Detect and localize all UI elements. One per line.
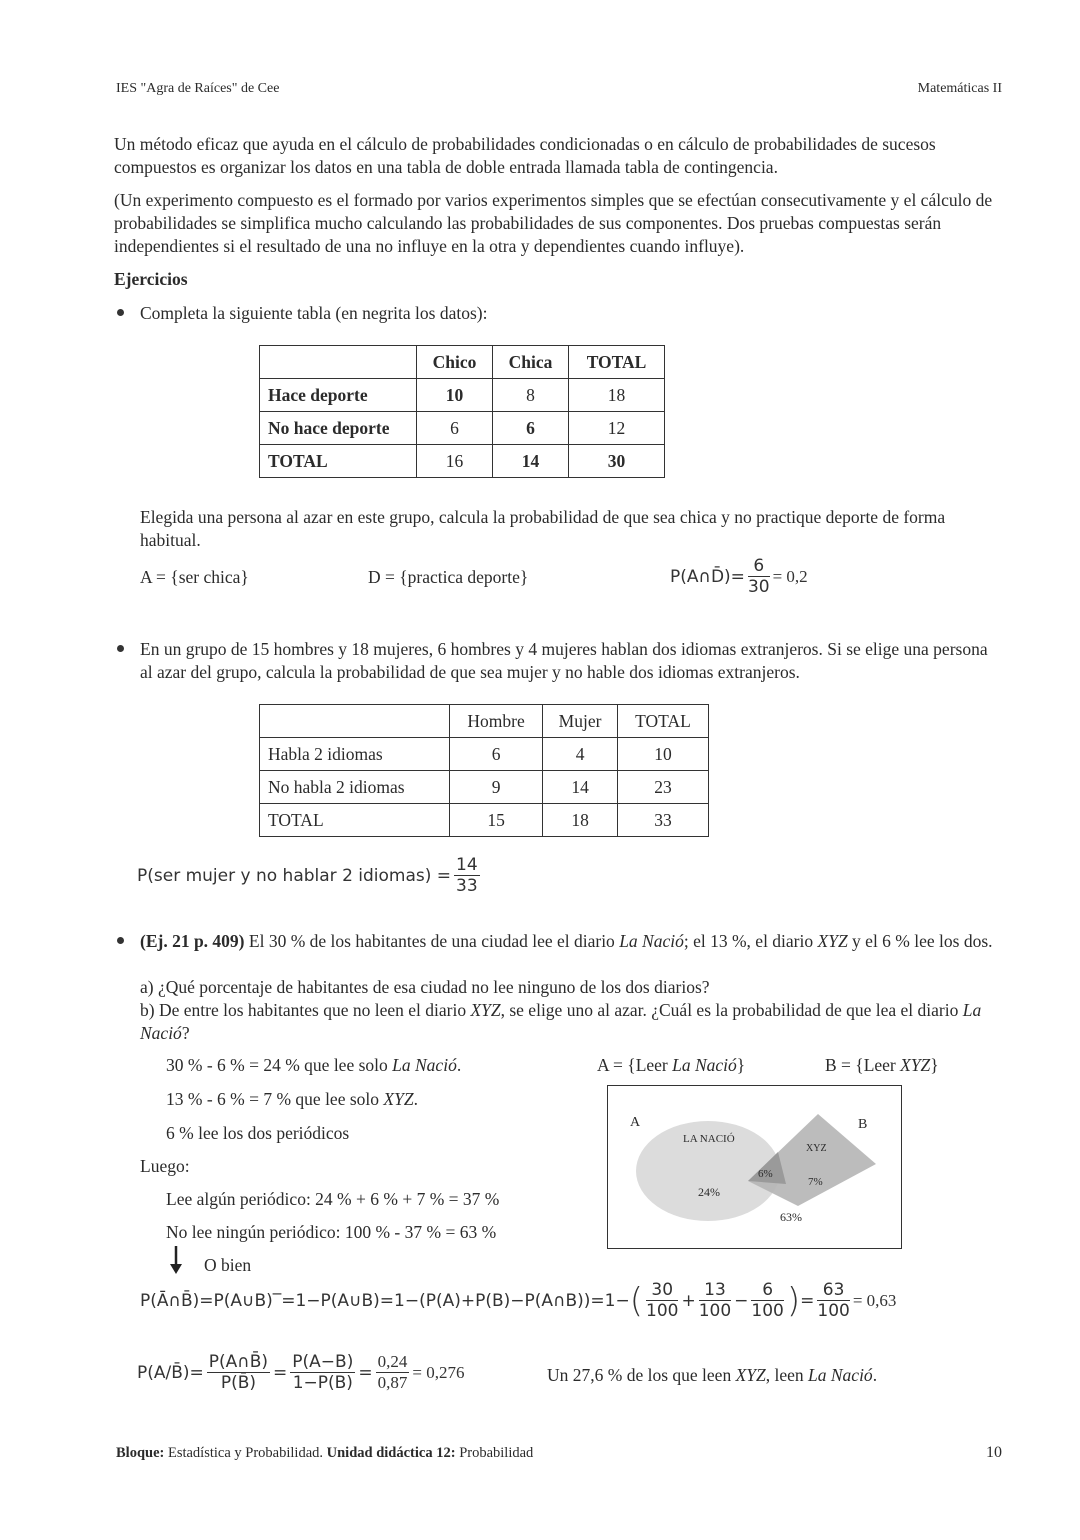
venn-pct-none: 63%	[780, 1210, 802, 1224]
ex3-paper1: La Nació	[672, 1055, 737, 1075]
fraction-den: 0,87	[377, 1373, 408, 1392]
ex3-question-a: a) ¿Qué porcentaje de habitantes de esa ciudad no lee ninguno de los dos diarios?	[140, 977, 710, 997]
ex3-paper2: XYZ	[735, 1365, 766, 1385]
ex2-formula-lhs: P(ser mujer y no hablar 2 idiomas) =	[137, 865, 452, 886]
fraction	[699, 1280, 731, 1321]
fraction-num: 13	[699, 1280, 731, 1301]
venn-label-xyz: XYZ	[806, 1143, 827, 1154]
ex1-question: Elegida una persona al azar en este grupo, calcula la probabilidad de que sea chica y no practique deporte de forma habitual.	[140, 507, 946, 550]
ex3-set-a-text: A = {Leer	[597, 1055, 668, 1075]
ex3-line-3: 6 % lee los dos periódicos	[166, 1123, 350, 1143]
fraction-den: P(B̄)	[220, 1373, 256, 1393]
table-cell: 15	[450, 804, 543, 837]
fraction-num: 6	[751, 1280, 783, 1301]
ex3-obien: O bien	[204, 1255, 252, 1275]
table-cell: 6	[450, 738, 543, 771]
venn-label-a: A	[630, 1115, 641, 1130]
ex3-formula-2-result: = 0,276	[412, 1362, 465, 1382]
table-cell: 30	[569, 445, 665, 478]
ex3-ref: (Ej. 21 p. 409)	[140, 931, 245, 951]
ex3-qb-2: , se elige uno al azar. ¿Cuál es la probabilidad de que lea el diario	[500, 1000, 959, 1020]
intro-paragraph-1: Un método eficaz que ayuda en el cálculo de probabilidades condicionadas o en cálculo de probabilidades de sucesos compuestos es organizar los datos en una tabla de doble entrada llamada tabla de contingencia.	[114, 134, 936, 177]
table-cell: 18	[543, 804, 618, 837]
venn-pct-b-only: 7%	[808, 1176, 823, 1188]
ex3-paper2: XYZ	[383, 1089, 414, 1109]
ex3-line-1-text: 30 % - 6 % = 24 % que lee solo	[166, 1055, 388, 1075]
bullet-icon	[117, 309, 124, 316]
ex1-table	[259, 345, 665, 478]
page-number: 10	[986, 1444, 1002, 1461]
table-header-cell: Hombre	[450, 705, 543, 738]
footer-bloque-label: Bloque:	[116, 1445, 165, 1461]
fraction	[290, 1352, 355, 1393]
ex3-formula-1-lhs: P(Ā∩B̄)=P(A∪B)‾=1−P(A∪B)=1−(P(A)+P(B)−P(A∩B))=1−	[140, 1290, 630, 1311]
ex3-paper1: La Nació	[140, 1000, 982, 1043]
footer-unidad-label: Unidad didáctica 12:	[326, 1445, 456, 1461]
ex3-statement-a: El 30 % de los habitantes de una ciudad lee el diario	[248, 931, 615, 951]
table-cell: 10	[618, 738, 709, 771]
table-cell: 6	[417, 412, 493, 445]
ex3-line-4: Lee algún periódico: 24 % + 6 % + 7 % = 37 %	[166, 1189, 500, 1209]
ex3-qb-3: ?	[181, 1023, 190, 1043]
ex3-paper2: XYZ	[900, 1055, 931, 1075]
venn-diagram	[607, 1085, 902, 1249]
fraction	[817, 1280, 849, 1321]
footer	[116, 1445, 533, 1462]
down-arrow-icon	[168, 1244, 192, 1276]
ex3-paper1: La Nació	[392, 1055, 457, 1075]
ex2-fraction-num: 14	[456, 855, 478, 875]
ex3-paper1: La Nació	[808, 1365, 873, 1385]
fraction	[751, 1280, 783, 1321]
fraction-den: 1−P(B)	[292, 1373, 353, 1393]
ex3-paper1: La Nació	[619, 931, 684, 951]
header-subject: Matemáticas II	[917, 81, 1002, 96]
table-cell: 4	[543, 738, 618, 771]
ex1-formula-lhs: P(A∩D̄)=	[670, 566, 745, 587]
ex3-formula-2-lhs: P(A/B̄)=	[137, 1362, 204, 1383]
ex3-conclusion-1: Un 27,6 % de los que leen	[547, 1365, 732, 1385]
venn-shapes	[608, 1086, 901, 1248]
ex2-fraction-den: 33	[456, 876, 478, 896]
table-header-cell: Chica	[493, 346, 569, 379]
table-header-cell: TOTAL	[569, 346, 665, 379]
table-cell: 6	[493, 412, 569, 445]
ex1-fraction-den: 30	[747, 577, 770, 597]
bullet-icon	[117, 937, 124, 944]
venn-label-b: B	[858, 1117, 868, 1132]
ex3-set-b: B = {Leer XYZ}	[825, 1055, 939, 1075]
table-cell: 8	[493, 379, 569, 412]
ex1-set-d: D = {practica deporte}	[368, 567, 529, 587]
ex1-statement: Completa la siguiente tabla (en negrita los datos):	[140, 303, 488, 323]
ex3-formula-2: P(A/B̄)= $\frac{P(A\cap B̄)}{P(B̄)}$ = $\frac{P(A-B)}{1-P(B)}$ = $\frac{0,24}{0,87}$ = 0,276	[137, 1352, 465, 1393]
intro-paragraph-2: (Un experimento compuesto es el formado por varios experimentos simples que se efectúan consecutivamente y el cálculo de probabilidades se simplifica mucho calculando las probabilidades de sus componentes. Dos pruebas compuestas serán independientes si el resultado de una no influye en la otra y dependientes cuando influye).	[114, 190, 993, 256]
fraction-den: 100	[817, 1301, 850, 1321]
table-row-label: Habla 2 idiomas	[260, 738, 450, 771]
venn-pct-a-only: 24%	[698, 1185, 720, 1199]
ex3-question-b	[140, 999, 1004, 1045]
fraction	[646, 1280, 678, 1321]
table-cell: 14	[493, 445, 569, 478]
ex3-formula-1: P(Ā∩B̄)=P(A∪B)‾=1−P(A∪B)=1−(P(A)+P(B)−P(A∩B))=1− ( $\frac{30}{100}$ + $\frac{13}{100}$ − $\frac{6}{100}$ ) = $\frac{63}{100}$ = 0,63	[140, 1280, 897, 1321]
fraction-num: P(A−B)	[292, 1352, 354, 1372]
paren-close-icon: )	[786, 1280, 801, 1321]
exercises-title: Ejercicios	[114, 269, 188, 289]
table-header-cell: Mujer	[543, 705, 618, 738]
table-cell: 33	[618, 804, 709, 837]
table-cell: 12	[569, 412, 665, 445]
table-row-label: Hace deporte	[260, 379, 417, 412]
table-header-cell	[260, 705, 450, 738]
ex1-fraction-num: 6	[748, 556, 770, 577]
bullet-icon	[117, 645, 124, 652]
table-cell: 18	[569, 379, 665, 412]
ex3-formula-1-result: = 0,63	[852, 1290, 897, 1310]
ex3-paper2: XYZ	[470, 1000, 501, 1020]
ex2-formula	[137, 855, 483, 896]
ex3-statement-c: y el 6 % lee los dos.	[852, 931, 993, 951]
fraction-den: 100	[751, 1301, 784, 1321]
fraction-den: 100	[646, 1301, 679, 1321]
ex3-line-2: 13 % - 6 % = 7 % que lee solo XYZ.	[166, 1089, 418, 1109]
footer-unidad: Probabilidad	[459, 1445, 534, 1461]
footer-bloque: Estadística y Probabilidad.	[167, 1445, 324, 1461]
table-cell: 10	[417, 379, 493, 412]
ex3-statement-b: ; el 13 %, el diario	[683, 931, 814, 951]
paren-open-icon: (	[629, 1280, 644, 1321]
table-row-label: TOTAL	[260, 445, 417, 478]
ex2-statement: En un grupo de 15 hombres y 18 mujeres, 6 hombres y 4 mujeres hablan dos idiomas extranjeros. Si se elige una persona al azar del grupo, calcula la probabilidad de que sea mujer y no hable dos idiomas extranjeros.	[140, 639, 988, 682]
table-header-cell: Chico	[417, 346, 493, 379]
ex1-fraction	[748, 556, 770, 597]
ex2-table	[259, 704, 709, 837]
fraction-num: 30	[646, 1280, 678, 1301]
fraction-num: P(A∩B̄)	[208, 1352, 269, 1372]
table-cell: 9	[450, 771, 543, 804]
ex2-fraction	[454, 855, 480, 896]
ex3-set-b-text: B = {Leer	[825, 1055, 896, 1075]
venn-pct-both: 6%	[758, 1168, 773, 1180]
fraction-den: 100	[698, 1301, 732, 1321]
ex1-set-a: A = {ser chica}	[140, 567, 249, 587]
venn-label-lanacio: LA NACIÓ	[683, 1133, 735, 1145]
ex3-line-1: 30 % - 6 % = 24 % que lee solo La Nació.	[166, 1055, 462, 1075]
table-cell: 23	[618, 771, 709, 804]
ex3-set-a: A = {Leer La Nació}	[597, 1055, 746, 1075]
table-row-label: TOTAL	[260, 804, 450, 837]
ex3-paper2: XYZ	[817, 931, 848, 951]
table-cell: 14	[543, 771, 618, 804]
fraction-num: 0,24	[377, 1352, 408, 1371]
table-cell: 16	[417, 445, 493, 478]
fraction	[376, 1352, 410, 1393]
ex1-formula	[670, 556, 808, 597]
ex3-conclusion-2: , leen	[765, 1365, 804, 1385]
ex3-qb-1: b) De entre los habitantes que no leen el diario	[140, 1000, 467, 1020]
ex3-statement	[140, 930, 1004, 953]
ex3-line-2-text: 13 % - 6 % = 7 % que lee solo	[166, 1089, 380, 1109]
table-row-label: No hace deporte	[260, 412, 417, 445]
fraction	[207, 1352, 270, 1393]
header-school: IES "Agra de Raíces" de Cee	[116, 81, 280, 96]
table-header-cell	[260, 346, 417, 379]
table-row-label: No habla 2 idiomas	[260, 771, 450, 804]
ex1-result: = 0,2	[772, 566, 808, 586]
ex3-luego: Luego:	[140, 1156, 190, 1176]
fraction-num: 63	[817, 1280, 849, 1301]
ex3-conclusion: Un 27,6 % de los que leen XYZ, leen La Nació.	[547, 1365, 878, 1385]
table-header-cell: TOTAL	[618, 705, 709, 738]
ex3-line-5: No lee ningún periódico: 100 % - 37 % = 63 %	[166, 1222, 497, 1242]
